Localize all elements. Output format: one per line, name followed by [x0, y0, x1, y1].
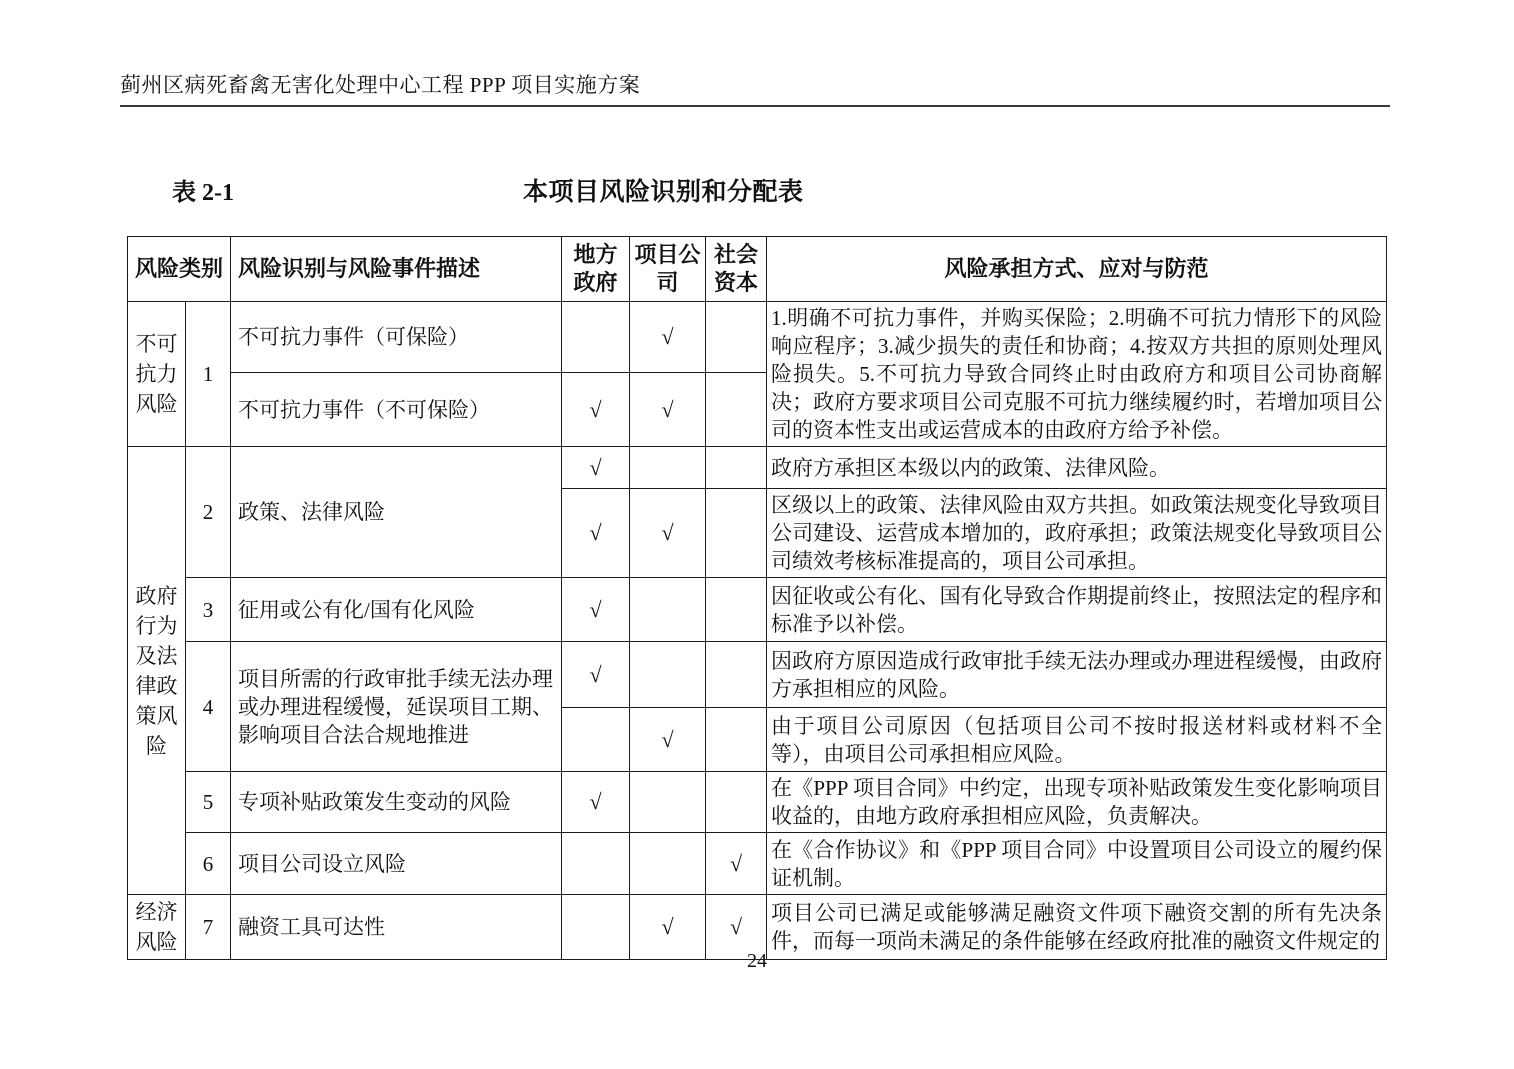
- cell-check-project-company: √: [630, 708, 706, 772]
- cell-check-project-company: [630, 833, 706, 895]
- cell-measures: 项目公司已满足或能够满足融资文件项下融资交割的所有先决条件，而每一项尚未满足的条件能够在经政府批准的融资文件规定的: [767, 895, 1387, 960]
- col-header-risk-category: 风险类别: [128, 237, 231, 302]
- cell-category-force-majeure: 不可抗力风险: [128, 302, 186, 447]
- cell-measures: 在《PPP 项目合同》中约定，出现专项补贴政策发生变化影响项目收益的，由地方政府承担相应风险，负责解决。: [767, 772, 1387, 833]
- table-header-row: [128, 237, 1387, 302]
- table-row: [128, 302, 1387, 373]
- cell-risk-description: 政策、法律风险: [231, 447, 562, 578]
- cell-check-local-government: [562, 302, 630, 373]
- table-title: 本项目风险识别和分配表: [523, 179, 804, 206]
- table-title-row: [127, 172, 1386, 206]
- cell-check-local-government: [562, 833, 630, 895]
- cell-risk-description: 征用或公有化/国有化风险: [231, 578, 562, 642]
- cell-measures: 由于项目公司原因（包括项目公司不按时报送材料或材料不全等），由项目公司承担相应风险。: [767, 708, 1387, 772]
- cell-risk-description: 融资工具可达性: [231, 895, 562, 960]
- cell-check-local-government: √: [562, 489, 630, 578]
- cell-measures: 1.明确不可抗力事件，并购买保险；2.明确不可抗力情形下的风险响应程序；3.减少损失的责任和协商；4.按双方共担的原则处理风险损失。5.不可抗力导致合同终止时由政府方和项目公司协商解决；政府方要求项目公司克服不可抗力继续履约时，若增加项目公司的资本性支出或运营成本的由政府方给予补偿。: [767, 302, 1387, 447]
- cell-check-project-company: √: [630, 373, 706, 447]
- col-header-risk-description: 风险识别与风险事件描述: [231, 237, 562, 302]
- table-row: [128, 447, 1387, 489]
- table-row: [128, 833, 1387, 895]
- cell-category-economic: 经济风险: [128, 895, 186, 960]
- cell-row-number: 5: [186, 772, 231, 833]
- cell-check-social-capital: √: [706, 833, 767, 895]
- cell-measures: 因政府方原因造成行政审批手续无法办理或办理进程缓慢，由政府方承担相应的风险。: [767, 642, 1387, 708]
- cell-row-number: 1: [186, 302, 231, 447]
- cell-category-government-legal: 政府行为及法律政策风险: [128, 447, 186, 895]
- cell-risk-description: 专项补贴政策发生变动的风险: [231, 772, 562, 833]
- cell-check-local-government: √: [562, 447, 630, 489]
- cell-measures: 区级以上的政策、法律风险由双方共担。如政策法规变化导致项目公司建设、运营成本增加的，政府承担；政策法规变化导致项目公司绩效考核标准提高的，项目公司承担。: [767, 489, 1387, 578]
- cell-check-project-company: [630, 578, 706, 642]
- cell-check-social-capital: [706, 708, 767, 772]
- cell-check-social-capital: √: [706, 895, 767, 960]
- cell-check-local-government: √: [562, 772, 630, 833]
- table-row: [128, 642, 1387, 708]
- cell-check-social-capital: [706, 373, 767, 447]
- cell-check-social-capital: [706, 578, 767, 642]
- cell-check-project-company: √: [630, 895, 706, 960]
- cell-check-local-government: √: [562, 373, 630, 447]
- risk-allocation-table: [127, 236, 1387, 960]
- cell-check-social-capital: [706, 447, 767, 489]
- col-header-social-capital: 社会资本: [706, 237, 767, 302]
- cell-check-local-government: [562, 708, 630, 772]
- table-row: [128, 772, 1387, 833]
- col-header-measures: 风险承担方式、应对与防范: [767, 237, 1387, 302]
- table-row: [128, 578, 1387, 642]
- cell-check-social-capital: [706, 772, 767, 833]
- cell-check-local-government: √: [562, 578, 630, 642]
- cell-row-number: 4: [186, 642, 231, 772]
- cell-row-number: 2: [186, 447, 231, 578]
- col-header-project-company: 项目公司: [630, 237, 706, 302]
- cell-risk-description: 项目公司设立风险: [231, 833, 562, 895]
- cell-check-project-company: √: [630, 489, 706, 578]
- cell-check-local-government: √: [562, 642, 630, 708]
- cell-check-project-company: [630, 772, 706, 833]
- cell-check-project-company: √: [630, 302, 706, 373]
- page-number: 24: [747, 950, 767, 972]
- cell-risk-description: 不可抗力事件（不可保险）: [231, 373, 562, 447]
- cell-risk-description: 不可抗力事件（可保险）: [231, 302, 562, 373]
- page-header: 蓟州区病死畜禽无害化处理中心工程 PPP 项目实施方案: [120, 72, 1390, 107]
- cell-check-project-company: [630, 642, 706, 708]
- table-label: 表 2-1: [172, 180, 234, 206]
- cell-row-number: 3: [186, 578, 231, 642]
- cell-row-number: 6: [186, 833, 231, 895]
- cell-measures: 政府方承担区本级以内的政策、法律风险。: [767, 447, 1387, 489]
- cell-measures: 在《合作协议》和《PPP 项目合同》中设置项目公司设立的履约保证机制。: [767, 833, 1387, 895]
- cell-risk-description: 项目所需的行政审批手续无法办理或办理进程缓慢，延误项目工期、影响项目合法合规地推进: [231, 642, 562, 772]
- cell-check-project-company: [630, 447, 706, 489]
- cell-row-number: 7: [186, 895, 231, 960]
- col-header-local-government: 地方政府: [562, 237, 630, 302]
- cell-check-social-capital: [706, 642, 767, 708]
- cell-measures: 因征收或公有化、国有化导致合作期提前终止，按照法定的程序和标准予以补偿。: [767, 578, 1387, 642]
- cell-check-social-capital: [706, 489, 767, 578]
- cell-check-social-capital: [706, 302, 767, 373]
